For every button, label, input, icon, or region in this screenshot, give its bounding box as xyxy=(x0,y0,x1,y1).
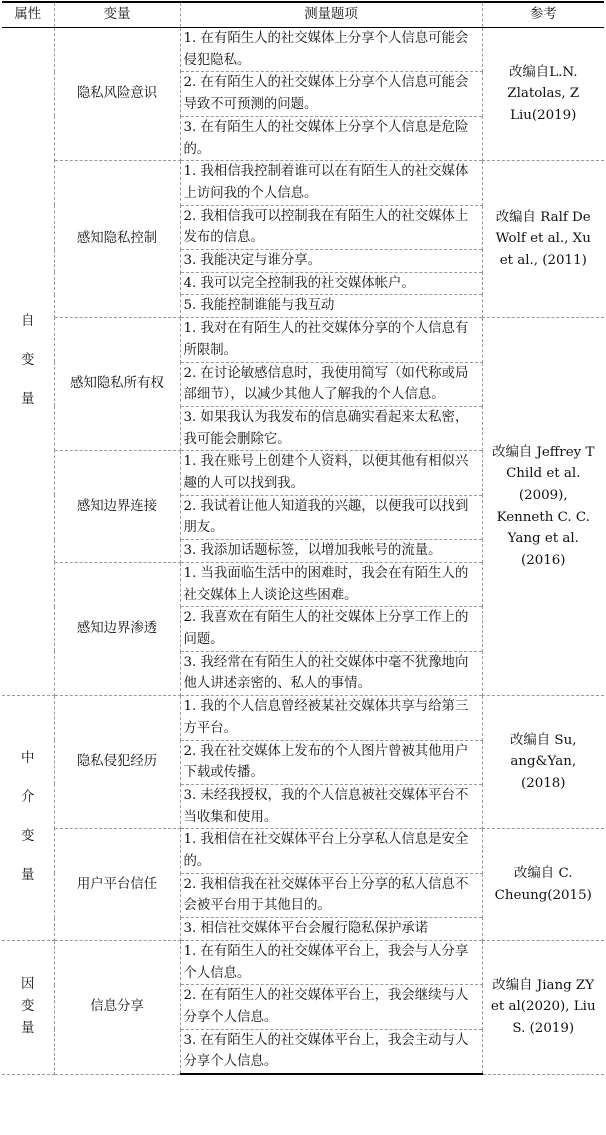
item-cell: 3. 相信社交媒体平台会履行隐私保护承诺 xyxy=(180,918,482,941)
item-cell: 2. 在有陌生人的社交媒体上分享个人信息可能会导致不可预测的问题。 xyxy=(180,72,482,116)
table-row xyxy=(2,318,604,362)
item-cell: 4. 我可以完全控制我的社交媒体帐户。 xyxy=(180,272,482,295)
header-row xyxy=(2,2,604,28)
item-cell: 5. 我能控制谁能与我互动 xyxy=(180,295,482,318)
item-cell: 3. 如果我认为我发布的信息确实看起来太私密，我可能会删除它。 xyxy=(180,406,482,450)
reference-cell: 改编自 Jiang ZY et al(2020), Liu S. (2019) xyxy=(482,940,604,1074)
item-cell: 3. 在有陌生人的社交媒体上分享个人信息是危险的。 xyxy=(180,116,482,160)
item-cell: 3. 我能决定与谁分享。 xyxy=(180,250,482,273)
attribute-cell: 中介变量 xyxy=(2,696,54,941)
item-cell: 1. 我的个人信息曾经被某社交媒体共享与给第三方平台。 xyxy=(180,696,482,740)
item-cell: 2. 在有陌生人的社交媒体平台上，我会继续与人分享个人信息。 xyxy=(180,985,482,1029)
item-cell: 2. 我相信我可以控制我在有陌生人的社交媒体上发布的信息。 xyxy=(180,205,482,249)
item-cell: 1. 当我面临生活中的困难时，我会在有陌生人的社交媒体上人谈论这些困难。 xyxy=(180,562,482,606)
item-cell: 1. 在有陌生人的社交媒体上分享个人信息可能会侵犯隐私。 xyxy=(180,28,482,72)
attribute-cell: 自变量 xyxy=(2,28,54,696)
item-cell: 3. 我添加话题标签，以增加我帐号的流量。 xyxy=(180,540,482,563)
item-cell: 2. 我试着让他人知道我的兴趣，以便我可以找到朋友。 xyxy=(180,495,482,539)
item-cell: 3. 我经常在有陌生人的社交媒体中毫不犹豫地向他人讲述亲密的、私人的事情。 xyxy=(180,651,482,695)
header-attribute: 属性 xyxy=(2,2,54,28)
variable-cell: 隐私风险意识 xyxy=(54,28,180,161)
reference-cell: 改编自 Jeffrey T Child et al. (2009), Kenneth C. C. Yang et al. (2016) xyxy=(482,318,604,696)
variable-cell: 感知边界连接 xyxy=(54,451,180,563)
item-cell: 1. 在有陌生人的社交媒体平台上，我会与人分享个人信息。 xyxy=(180,940,482,984)
header-variable: 变量 xyxy=(54,2,180,28)
variable-cell: 感知隐私控制 xyxy=(54,161,180,318)
reference-cell: 改编自L.N. Zlatolas, Z Liu(2019) xyxy=(482,28,604,161)
table-row xyxy=(2,696,604,740)
header-items: 测量题项 xyxy=(180,2,482,28)
variable-cell: 用户平台信任 xyxy=(54,829,180,941)
item-cell: 1. 我相信我控制着谁可以在有陌生人的社交媒体上访问我的个人信息。 xyxy=(180,161,482,205)
variable-cell: 感知隐私所有权 xyxy=(54,318,180,451)
item-cell: 2. 我相信我在社交媒体平台上分享的私人信息不会被平台用于其他目的。 xyxy=(180,873,482,917)
variable-cell: 感知边界渗透 xyxy=(54,562,180,695)
table-row xyxy=(2,28,604,72)
item-cell: 2. 我喜欢在有陌生人的社交媒体上分享工作上的问题。 xyxy=(180,607,482,651)
table-row xyxy=(2,829,604,873)
item-cell: 1. 我在账号上创建个人资料，以便其他有相似兴趣的人可以找到我。 xyxy=(180,451,482,495)
item-cell: 3. 未经我授权，我的个人信息被社交媒体平台不当收集和使用。 xyxy=(180,784,482,828)
item-cell: 3. 在有陌生人的社交媒体平台上，我会主动与人分享个人信息。 xyxy=(180,1029,482,1074)
measurement-table xyxy=(2,1,604,1075)
variable-cell: 信息分享 xyxy=(54,940,180,1074)
header-reference: 参考 xyxy=(482,2,604,28)
item-cell: 2. 我在社交媒体上发布的个人图片曾被其他用户下载或传播。 xyxy=(180,740,482,784)
table-row xyxy=(2,940,604,984)
item-cell: 1. 我相信在社交媒体平台上分享私人信息是安全的。 xyxy=(180,829,482,873)
item-cell: 2. 在讨论敏感信息时，我使用简写（如代称或局部细节），以减少其他人了解我的个人信息。 xyxy=(180,362,482,406)
reference-cell: 改编自 C. Cheung(2015) xyxy=(482,829,604,941)
reference-cell: 改编自 Ralf De Wolf et al., Xu et al., (2011) xyxy=(482,161,604,318)
item-cell: 1. 我对在有陌生人的社交媒体分享的个人信息有所限制。 xyxy=(180,318,482,362)
reference-cell: 改编自 Su, ang&Yan, (2018) xyxy=(482,696,604,829)
attribute-cell: 因变量 xyxy=(2,940,54,1074)
variable-cell: 隐私侵犯经历 xyxy=(54,696,180,829)
table-row xyxy=(2,161,604,205)
